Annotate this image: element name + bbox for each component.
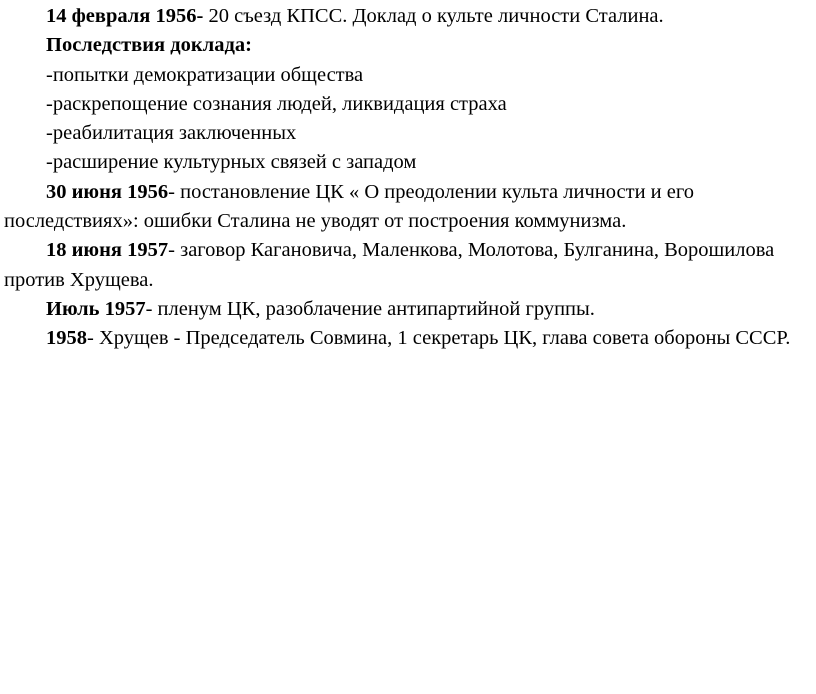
section-heading: Последствия доклада: <box>46 34 252 57</box>
date-label: 30 июня 1956 <box>46 180 169 203</box>
list-item-democratization <box>4 61 812 90</box>
paragraph-text: - постановление ЦК « О преодолении культа личности и его последствиях»: ошибки Сталина не уводят от построения коммунизма. <box>4 180 695 233</box>
paragraph-text: - заговор Кагановича, Маленкова, Молотова, Булганина, Ворошилова против Хрущева. <box>4 239 775 291</box>
paragraph-conspiracy-1957 <box>4 236 812 295</box>
paragraph-consequences-heading <box>4 31 812 60</box>
list-item-cultural-ties <box>4 148 812 177</box>
paragraph-khrushchev-1958 <box>4 324 812 353</box>
list-item-rehabilitation <box>4 119 812 148</box>
paragraph-plenum-1957 <box>4 295 812 324</box>
paragraph-text: 20 съезд КПСС. Доклад о культе личности Сталина. <box>203 5 664 27</box>
paragraph-resolution-1956 <box>4 178 812 237</box>
list-item-text: -раскрепощение сознания людей, ликвидация страха <box>46 92 507 115</box>
date-label: 1958 <box>46 327 87 350</box>
date-label: 14 февраля 1956- <box>46 5 204 27</box>
list-item-liberation <box>4 90 812 119</box>
paragraph-20th-congress <box>4 2 812 31</box>
list-item-text: -реабилитация заключенных <box>46 122 297 145</box>
paragraph-text: - пленум ЦК, разоблачение антипартийной группы. <box>145 297 595 320</box>
date-label: Июль 1957 <box>46 297 146 320</box>
document-text <box>4 2 812 354</box>
list-item-text: -попытки демократизации общества <box>46 63 364 86</box>
list-item-text: -расширение культурных связей с западом <box>46 151 417 174</box>
date-label: 18 июня 1957 <box>46 239 169 262</box>
paragraph-text: - Хрущев - Председатель Совмина, 1 секретарь ЦК, глава совета обороны СССР. <box>87 327 791 350</box>
